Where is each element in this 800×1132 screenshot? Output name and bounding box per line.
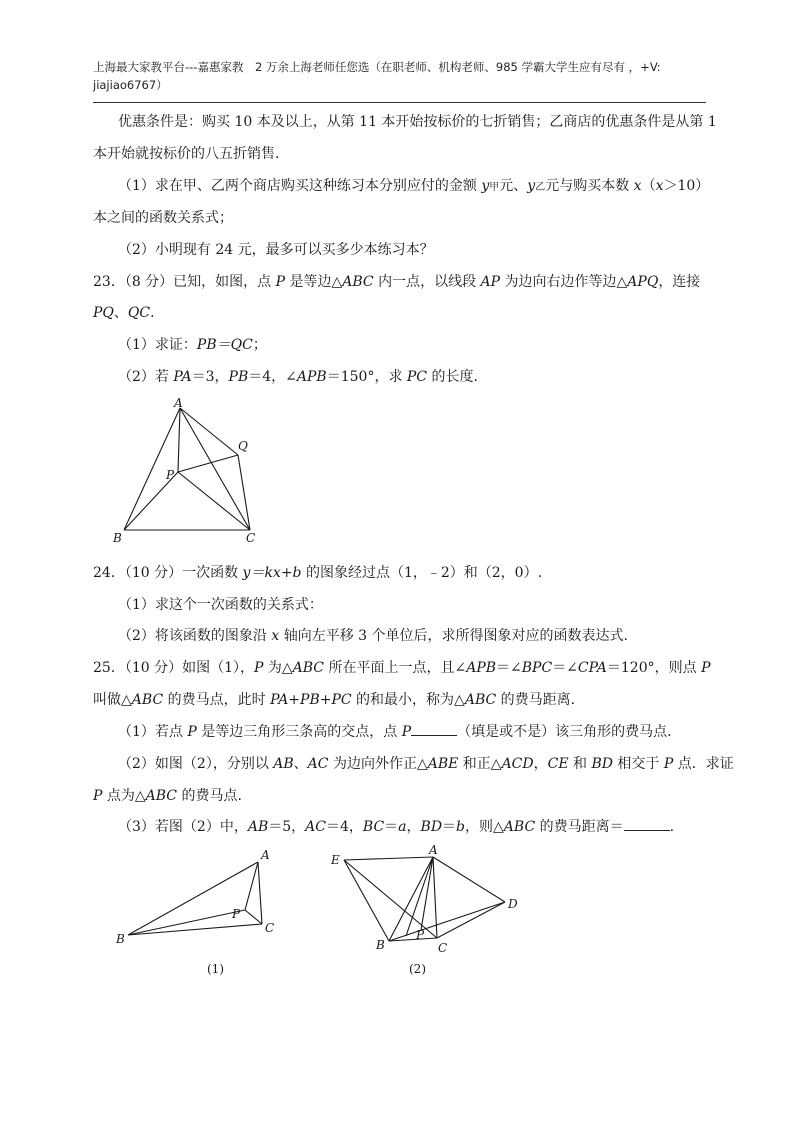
segment-AB — [128, 862, 258, 935]
q23-heading: 23．（8 分）已知，如图，点 P 是等边△ABC 内一点，以线段 AP 为边向右边作等边△APQ，连接 — [93, 274, 701, 290]
q24-part-1: （1）求这个一次函数的关系式： — [118, 597, 323, 613]
segment-PC — [178, 472, 250, 530]
q23-figure — [105, 395, 275, 545]
segment-CD — [437, 902, 505, 938]
q25-part-3: （3）若图（2）中，AB＝5，AC＝4，BC＝a，BD＝b，则△ABC 的费马距离＝ . — [118, 819, 675, 835]
header-line-2: jiajiao6767） — [93, 78, 168, 92]
q25-part-1: （1）若点 P 是等边三角形三条高的交点，点 P （填是或不是）该三角形的费马点. — [118, 724, 672, 740]
q23-part-1: （1）求证：PB＝QC； — [118, 337, 267, 353]
label-E: E — [331, 853, 340, 867]
segment-AC — [258, 862, 262, 924]
q22-continuation-line-2: 本开始就按标价的八五折销售. — [93, 146, 280, 162]
q25-part-2-line-2: P 点为△ABC 的费马点. — [93, 788, 242, 804]
label-B: B — [376, 938, 385, 952]
segment-BC — [128, 924, 262, 935]
answer-blank — [624, 818, 670, 831]
segment-AQ — [180, 408, 238, 455]
label-B: B — [116, 932, 125, 946]
label-P: P — [416, 928, 425, 942]
q22-part-1-line-2: 本之间的函数关系式； — [93, 210, 233, 226]
segment-EC — [344, 860, 437, 938]
segment-PA — [245, 862, 258, 910]
segment-PC — [245, 910, 262, 924]
segment-AD — [433, 857, 505, 902]
q24-part-2: （2）将该函数的图象沿 x 轴向左平移 3 个单位后，求所得图象对应的函数表达式. — [118, 628, 628, 644]
figure-1-caption: (1) — [207, 962, 224, 976]
page-header — [93, 58, 713, 94]
label-B: B — [113, 531, 122, 545]
segment-EB — [344, 860, 389, 941]
header-divider — [93, 102, 706, 103]
q25-part-2: （2）如图（2），分别以 AB、AC 为边向外作正△ABE 和正△ACD，CE 和 BD 相交于 P 点．求证 — [118, 756, 734, 772]
q25-figure-2 — [325, 840, 525, 980]
header-line-1: 上海最大家教平台---嘉惠家教 2 万余上海老师任您选（在职老师、机构老师、985 学霸大学生应有尽有 ，+V: — [93, 60, 661, 74]
q22-continuation-line-1: 优惠条件是：购买 10 本及以上，从第 11 本开始按标价的七折销售；乙商店的优惠条件是从第 1 — [118, 114, 717, 130]
segment-AB-inner — [406, 857, 433, 936]
figure-2-caption: (2) — [409, 962, 426, 976]
label-P: P — [232, 907, 241, 921]
q22-part-2: （2）小明现有 24 元，最多可以买多少本练习本？ — [118, 242, 434, 258]
segment-EA — [344, 857, 433, 860]
label-P: P — [166, 468, 175, 482]
segment-PB — [128, 910, 245, 935]
label-C: C — [438, 941, 448, 955]
q23-part-2: （2）若 PA＝3，PB＝4，∠APB＝150°，求 PC 的长度. — [118, 369, 478, 385]
label-C: C — [265, 921, 275, 935]
label-A: A — [429, 843, 438, 857]
q24-heading: 24．（10 分）一次函数 y＝kx+b 的图象经过点（1，﹣2）和（2，0）. — [93, 565, 543, 581]
label-Q: Q — [238, 439, 248, 453]
q23-heading-line-2: PQ、QC. — [93, 305, 155, 321]
label-C: C — [246, 531, 256, 545]
label-A: A — [261, 848, 270, 862]
q25-heading: 25．（10 分）如图（1），P 为△ABC 所在平面上一点，且∠APB＝∠BPC＝∠CPA＝120°，则点 P — [93, 660, 711, 676]
label-A: A — [174, 396, 183, 410]
answer-blank — [411, 723, 457, 736]
q25-heading-line-2: 叫做△ABC 的费马点，此时 PA+PB+PC 的和最小，称为△ABC 的费马距离. — [93, 692, 576, 708]
label-D: D — [508, 897, 518, 911]
q25-figure-1 — [110, 845, 285, 980]
q22-part-1: （1）求在甲、乙两个商店购买这种练习本分别应付的金额 y甲元、y乙元与购买本数 x（x＞10） — [118, 178, 710, 194]
segment-AP — [178, 408, 180, 472]
